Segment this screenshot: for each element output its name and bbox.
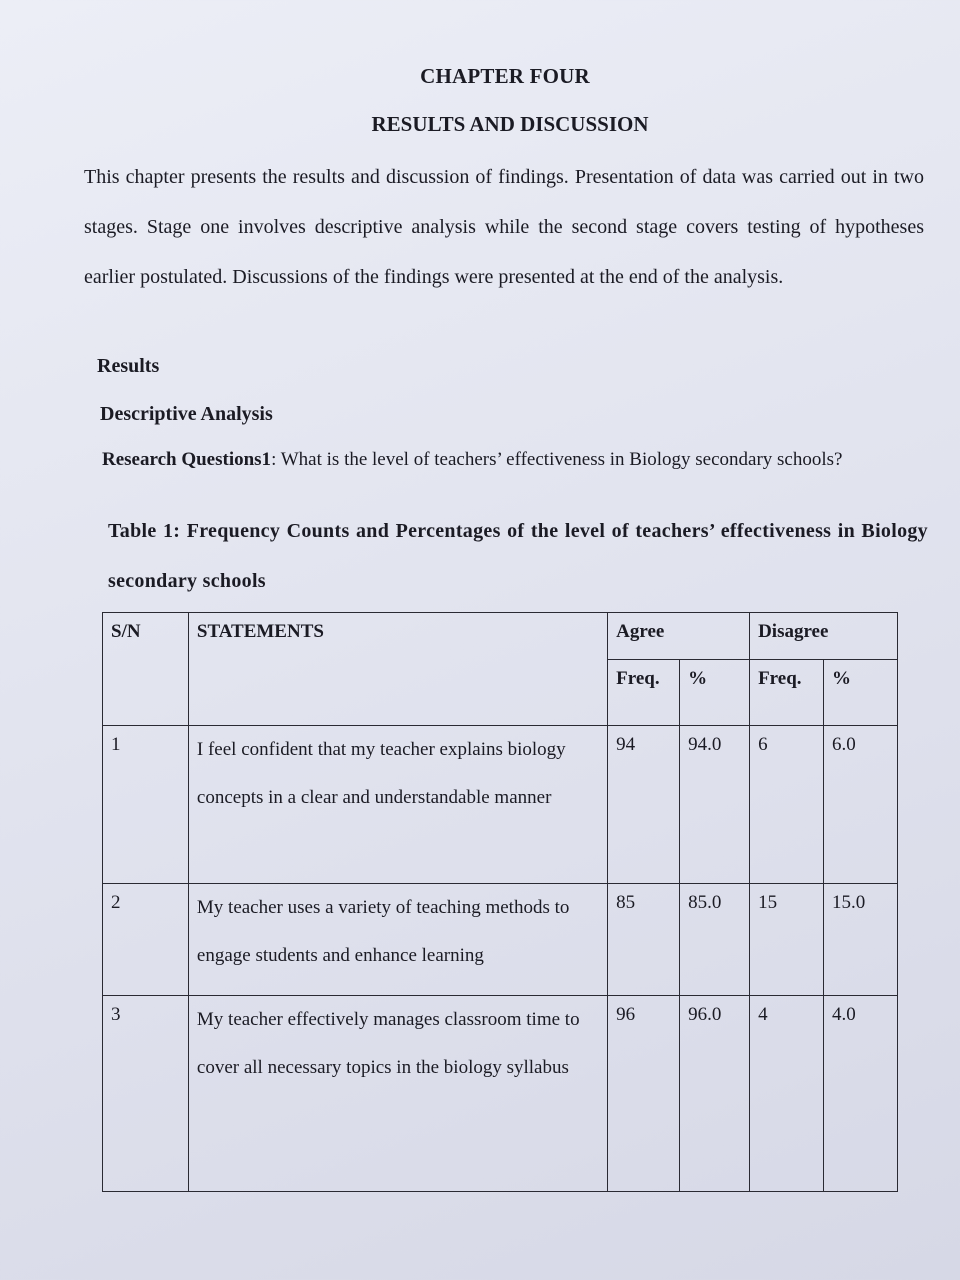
results-table — [102, 612, 898, 1192]
row-agree-freq: 85 — [608, 884, 680, 996]
row-disagree-pct: 4.0 — [824, 996, 898, 1192]
disagree-freq-header: Freq. — [750, 660, 824, 726]
research-question — [102, 446, 932, 474]
row-sn: 2 — [103, 884, 189, 996]
sn-header: S/N — [103, 613, 189, 726]
row-disagree-pct: 15.0 — [824, 884, 898, 996]
table-row — [103, 726, 898, 884]
row-disagree-freq: 4 — [750, 996, 824, 1192]
row-agree-pct: 96.0 — [680, 996, 750, 1192]
row-disagree-freq: 15 — [750, 884, 824, 996]
agree-freq-header: Freq. — [608, 660, 680, 726]
intro-paragraph: This chapter presents the results and discussion of findings. Presentation of data was carried out in two stages. Stage one involves descriptive analysis while the second stage covers testing of hypotheses earlier postulated. Discussions of the findings were presented at the end of the analysis. — [84, 166, 924, 288]
agree-pct-header: % — [680, 660, 750, 726]
row-sn: 3 — [103, 996, 189, 1192]
disagree-pct-header: % — [824, 660, 898, 726]
research-question-text: : What is the level of teachers’ effectiveness in Biology secondary schools? — [271, 449, 843, 470]
table-caption: Table 1: Frequency Counts and Percentages of the level of teachers’ effectiveness in Biology secondary schools — [108, 520, 928, 592]
row-agree-pct: 94.0 — [680, 726, 750, 884]
agree-header: Agree — [608, 613, 750, 660]
row-agree-freq: 94 — [608, 726, 680, 884]
table-header-row — [103, 613, 898, 660]
row-sn: 1 — [103, 726, 189, 884]
results-heading: Results — [97, 355, 160, 377]
chapter-title: CHAPTER FOUR — [420, 64, 590, 88]
row-agree-pct: 85.0 — [680, 884, 750, 996]
row-statement: My teacher uses a variety of teaching methods to engage students and enhance learning — [188, 884, 607, 996]
row-disagree-freq: 6 — [750, 726, 824, 884]
statements-header: STATEMENTS — [188, 613, 607, 726]
row-agree-freq: 96 — [608, 996, 680, 1192]
disagree-header: Disagree — [750, 613, 898, 660]
row-statement: My teacher effectively manages classroom time to cover all necessary topics in the biology syllabus — [188, 996, 607, 1192]
descriptive-analysis-heading: Descriptive Analysis — [100, 403, 273, 425]
row-statement: I feel confident that my teacher explains biology concepts in a clear and understandable manner — [188, 726, 607, 884]
section-title: RESULTS AND DISCUSSION — [371, 112, 649, 136]
table-row — [103, 996, 898, 1192]
row-disagree-pct: 6.0 — [824, 726, 898, 884]
research-question-label: Research Questions1 — [102, 449, 272, 470]
table-row — [103, 884, 898, 996]
